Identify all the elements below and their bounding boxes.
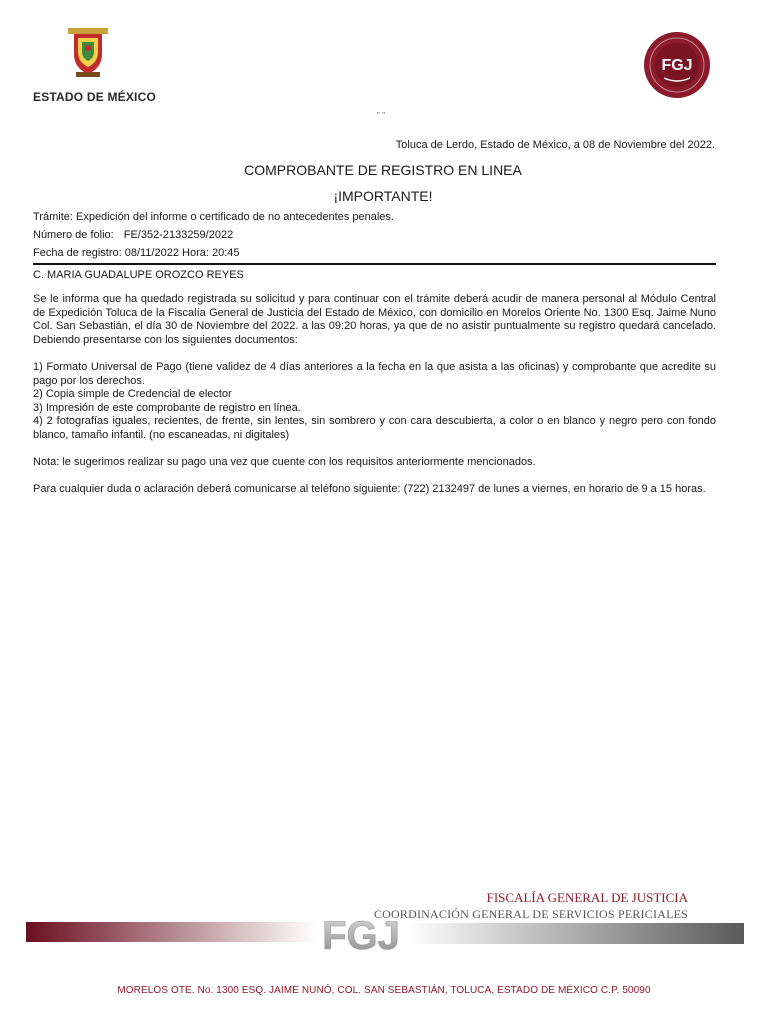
requirement-item: 3) Impresión de este comprobante de registro en línea. bbox=[33, 401, 301, 414]
folio-line bbox=[33, 229, 233, 241]
recipient-name: C. MARIA GUADALUPE OROZCO REYES bbox=[33, 269, 244, 281]
fgj-wordmark: FGJ bbox=[322, 914, 400, 958]
tramite-line: Trámite: Expedición del informe o certificado de no antecedentes penales. bbox=[33, 211, 394, 223]
requirement-item: 1) Formato Universal de Pago (tiene validez de 4 días anteriores a la fecha en la que asista a las oficinas) y comprobante que acredite su pago por los derechos. bbox=[33, 361, 716, 387]
requirements-list bbox=[33, 361, 716, 442]
fgj-seal-logo bbox=[642, 30, 712, 100]
header-mark: " " bbox=[377, 111, 385, 120]
instructions-text: Se le informa que ha quedado registrada su solicitud y para continuar con el trámite deberá acudir de manera personal al Módulo Central de Expedición Toluca de la Fiscalía General de Justicia del Estado de México, con domicilio en Morelos Oriente No. 1300 Esq. Jaime Nuno Col. San Sebastián, el día 30 de Noviembre del 2022. a las 09:20 horas, ya que de no asistir puntualmente su registro quedará cancelado. Debiendo presentarse con los siguientes documentos: bbox=[33, 293, 716, 346]
important-heading: ¡IMPORTANTE! bbox=[333, 188, 433, 204]
requirement-item: 2) Copia simple de Credencial de elector bbox=[33, 388, 232, 400]
state-name: ESTADO DE MÉXICO bbox=[33, 90, 156, 104]
footer-title: FISCALÍA GENERAL DE JUSTICIA bbox=[486, 890, 688, 905]
requirement-item: 4) 2 fotografías iguales, recientes, de frente, sin lentes, sin sombrero y con cara descubierta, a color o en blanco y negro pero con fondo blanco, tamaño infantil. (no escaneadas, ni digitales) bbox=[33, 415, 716, 441]
folio-label: Número de folio: bbox=[33, 229, 114, 241]
estado-de-mexico-logo bbox=[60, 26, 116, 82]
document-title: COMPROBANTE DE REGISTRO EN LINEA bbox=[244, 162, 522, 178]
note-paragraph: Nota: le sugerimos realizar su pago una vez que cuente con los requisitos anteriormente mencionados. bbox=[33, 456, 536, 468]
instructions-paragraph bbox=[33, 293, 716, 347]
divider-line bbox=[33, 263, 716, 265]
folio-value: FE/352-2133259/2022 bbox=[123, 229, 234, 241]
footer-band-logo bbox=[26, 913, 744, 958]
footer-address: MORELOS OTE. No. 1300 ESQ. JAIME NUNÓ, COL. SAN SEBASTIÁN, TOLUCA, ESTADO DE MÉXICO C.P. 50090 bbox=[117, 985, 651, 996]
registration-date-line: Fecha de registro: 08/11/2022 Hora: 20:45 bbox=[33, 247, 240, 259]
footer-subtitle: COORDINACIÓN GENERAL DE SERVICIOS PERICIALES bbox=[373, 907, 688, 921]
date-line: Toluca de Lerdo, Estado de México, a 08 de Noviembre del 2022. bbox=[395, 139, 715, 151]
svg-text:FGJ: FGJ bbox=[661, 57, 693, 74]
contact-paragraph: Para cualquier duda o aclaración deberá comunicarse al teléfono siguiente: (722) 2132497 de lunes a viernes, en horario de 9 a 15 horas. bbox=[33, 483, 706, 495]
